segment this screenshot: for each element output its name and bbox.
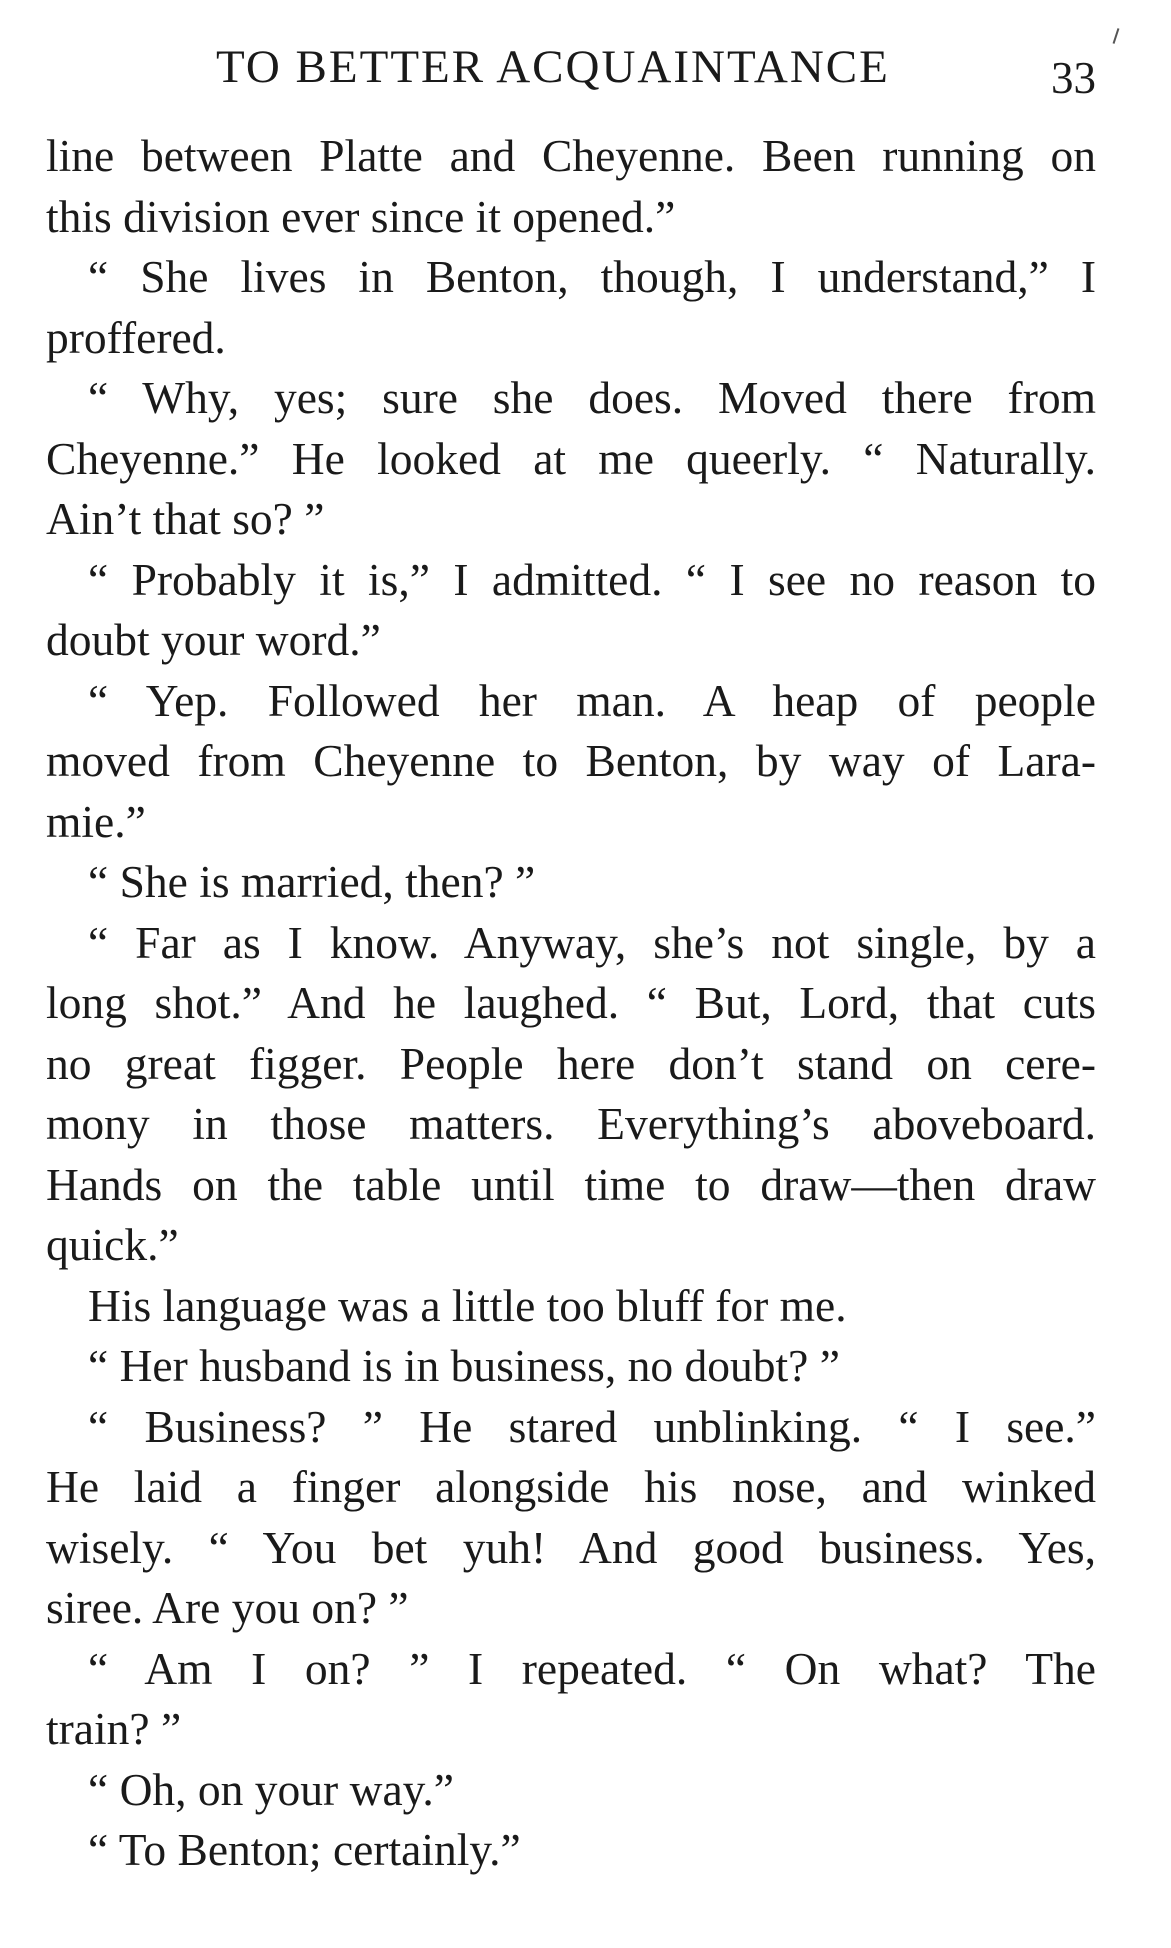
- text-line: long shot.” And he laughed. “ But, Lord, that cuts: [46, 977, 1096, 1028]
- running-head: TO BETTER ACQUAINTANCE: [216, 41, 890, 93]
- text-line: “ She is married, then? ”: [88, 856, 536, 907]
- text-line: siree. Are you on? ”: [46, 1582, 409, 1633]
- text-line: “ She lives in Benton, though, I understand,” I: [88, 251, 1096, 302]
- text-line: moved from Cheyenne to Benton, by way of Lara-: [46, 735, 1096, 786]
- text-line: “ Am I on? ” I repeated. “ On what? The: [88, 1642, 1096, 1694]
- text-line: He laid a finger alongside his nose, and winked: [46, 1461, 1096, 1512]
- text-line: His language was a little too bluff for me.: [88, 1279, 847, 1331]
- text-line: proffered.: [46, 311, 226, 363]
- text-line: doubt your word.”: [46, 614, 381, 665]
- text-line: wisely. “ You bet yuh! And good business. Yes,: [46, 1521, 1096, 1573]
- text-line: “ Her husband is in business, no doubt? ”: [88, 1340, 840, 1391]
- text-line: this division ever since it opened.”: [46, 190, 676, 242]
- text-line: mony in those matters. Everything’s aboveboard.: [46, 1098, 1096, 1149]
- text-line: Ain’t that so? ”: [46, 493, 325, 544]
- text-line: “ Oh, on your way.”: [88, 1763, 454, 1815]
- text-line: Hands on the table until time to draw—then draw: [46, 1158, 1096, 1210]
- text-line: “ Yep. Followed her man. A heap of people: [88, 674, 1096, 726]
- text-line: mie.”: [46, 795, 146, 847]
- text-line: “ Far as I know. Anyway, she’s not single, by a: [88, 916, 1096, 968]
- page-header: [46, 40, 1096, 110]
- text-line: quick.”: [46, 1219, 179, 1270]
- text-line: “ To Benton; certainly.”: [88, 1824, 521, 1875]
- text-line: “ Why, yes; sure she does. Moved there from: [88, 372, 1096, 423]
- text-line: line between Platte and Cheyenne. Been running on: [46, 130, 1096, 181]
- text-line: “ Business? ” He stared unblinking. “ I see.”: [88, 1400, 1096, 1452]
- text-line: Cheyenne.” He looked at me queerly. “ Naturally.: [46, 432, 1096, 484]
- page-number: 33: [1051, 53, 1096, 103]
- text-line: train? ”: [46, 1703, 182, 1754]
- text-line: “ Probably it is,” I admitted. “ I see no reason to: [88, 553, 1096, 605]
- stray-mark: [1113, 28, 1120, 44]
- text-line: no great figger. People here don’t stand on cere-: [46, 1037, 1096, 1089]
- body-text: [46, 126, 1096, 1881]
